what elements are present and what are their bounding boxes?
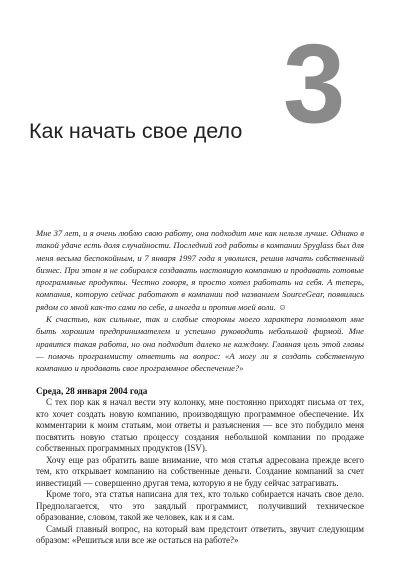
chapter-title: Как начать свое дело: [29, 119, 243, 143]
post-date-heading: Среда, 28 января 2004 года: [36, 386, 148, 396]
body-paragraph: С тех пор как я начал вести эту колонку, мне постоянно приходят письма от тех, кто хочет создать новую компанию, производящую программное обеспечение. Их комментарии к моим статьям, мои ответы и разъяснения — все это побудило меня посвятить новую статью процессу создания небольшой компании по продаже собственных программных продуктов (ISV).: [36, 397, 364, 453]
intro-paragraph: Мне 37 лет, и я очень люблю свою работу, она подходит мне как нельзя лучше. Однако в такой удаче есть доля случайности. Последний год работы в компании Spyglass был для меня весьма беспокойным, и 7 января 1997 года я уволился, решив начать собственный бизнес. При этом я не собирался создавать настоящую компанию и продавать готовые программные продукты. Честно говоря, я просто хотел работать на себя. А теперь, компания, которую сейчас работают в компании под названием SourceGear, появились рядом со мной как-то сами по себе, а иногда и против моей воли. ☺: [36, 228, 364, 312]
body-paragraph: Кроме того, эта статья написана для тех, кто только собирается начать свое дело. Предполагается, что это заядлый программист, получивший техническое образование, словом, такой же человек, как и я сам.: [36, 489, 364, 522]
intro-paragraph: К счастью, как сильные, так и слабые стороны моего характера позволяют мне быть хорошим предпринимателем и успешно руководить небольшой фирмой. Мне нравится такая работа, но она подходит далеко не каждому. Главная цель этой главы — помочь программисту ответить на вопрос: «А могу ли я создать собственную компанию и продавать свое программное обеспечение?»: [36, 314, 364, 374]
body-paragraph: Хочу еще раз обратить ваше внимание, что моя статья адресована прежде всего тем, кто открывает компанию на собственные деньги. Создание компаний за счет инвестиций — совершенно другая тема, которую я не буду сейчас затрагивать.: [36, 454, 364, 488]
chapter-number: 3: [283, 21, 344, 146]
chapter-intro: [36, 227, 364, 375]
body-paragraph: Самый главный вопрос, на который вам предстоит ответить, звучит следующим образом: «Решиться или все же остаться на работе?»: [36, 523, 364, 545]
post-body: [36, 397, 364, 547]
